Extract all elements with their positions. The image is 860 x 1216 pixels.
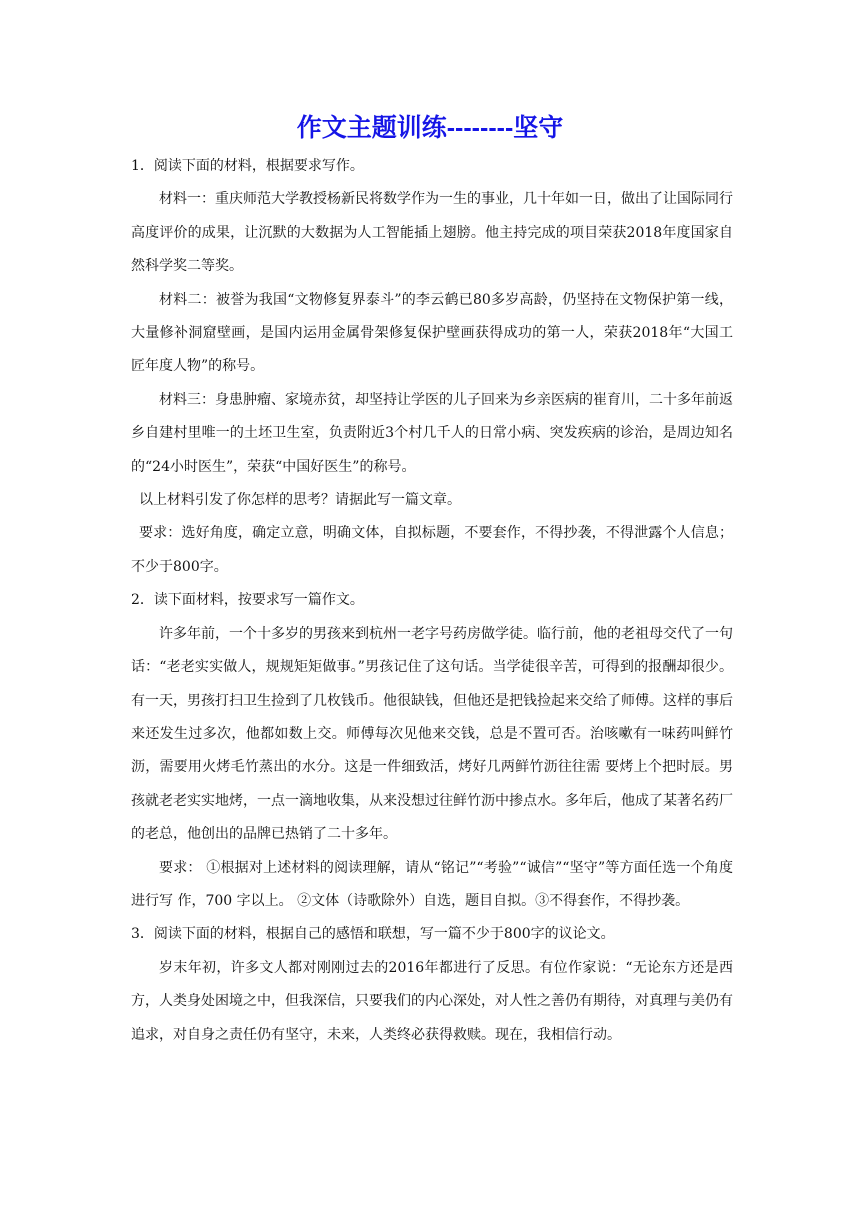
document-title: 作文主题训练--------坚守	[296, 114, 564, 142]
question-1-prompt: 1．阅读下面的材料，根据要求写作。	[131, 158, 364, 174]
question-2-requirements: 要求： ①根据对上述材料的阅读理解，请从“铭记”“考验”“诚信”“坚守”等方面任选一个角度进行写 作，700 字以上。 ②文体（诗歌除外）自选，题目自拟。③不得套作，不得抄袭。	[131, 859, 733, 909]
material-1-paragraph: 材料一：重庆师范大学教授杨新民将数学作为一生的事业，几十年如一日，做出了让国际同行高度评价的成果，让沉默的大数据为人工智能插上翅膀。他主持完成的项目荣获2018年度国家自然科学奖二等奖。	[131, 191, 733, 275]
question-2-prompt: 2．读下面材料，按要求写一篇作文。	[131, 592, 364, 609]
question-2-material: 许多年前，一个十多岁的男孩来到杭州一老字号药房做学徒。临行前，他的老祖母交代了一句话：“老老实实做人，规规矩矩做事。”男孩记住了这句话。当学徒很辛苦，可得到的报酬却很少。有一天，男孩打扫卫生捡到了几枚钱币。他很缺钱，但他还是把钱捡起来交给了师傅。这样的事后来还发生过多次，他都如数上交。师傅每次见他来交钱，总是不置可否。治咳嗽有一味药叫鲜竹沥，需要用火烤毛竹蒸出的水分。这是一件细致活，烤好几两鲜竹沥往往需 要烤上个把时辰。男孩就老老实实地烤，一点一滴地收集，从来没想过往鲜竹沥中掺点水。多年后，他成了某著名药厂的老总，他创出的品牌已热销了二十多年。	[131, 625, 733, 843]
question-3-material: 岁末年初，许多文人都对刚刚过去的2016年都进行了反思。有位作家说：“无论东方还是西方，人类身处困境之中，但我深信，只要我们的内心深处，对人性之善仍有期待，对真理与美仍有追求，对自身之责任仍有坚守，未来，人类终必获得救赎。现在，我相信行动。	[131, 959, 733, 1043]
material-2-paragraph: 材料二：被誉为我国“文物修复界泰斗”的李云鹤已80多岁高龄，仍坚持在文物保护第一线，大量修补洞窟壁画，是国内运用金属骨架修复保护壁画获得成功的第一人，荣获2018年“大国工匠年度人物”的称号。	[131, 291, 733, 375]
document-body	[131, 150, 733, 1052]
question-3-prompt: 3．阅读下面的材料，根据自己的感悟和联想，写一篇不少于800字的议论文。	[131, 926, 615, 943]
question-1-requirements: 要求：选好角度，确定立意，明确文体，自拟标题，不要套作，不得抄袭，不得泄露个人信息；不少于800字。	[131, 525, 733, 575]
material-3-paragraph: 材料三：身患肿瘤、家境赤贫，却坚持让学医的儿子回来为乡亲医病的崔育川，二十多年前返乡自建村里唯一的土坯卫生室，负责附近3个村几千人的日常小病、突发疾病的诊治，是周边知名的“24小时医生”，荣获“中国好医生”的称号。	[131, 391, 733, 475]
question-1-instruction: 以上材料引发了你怎样的思考？请据此写一篇文章。	[139, 492, 461, 509]
